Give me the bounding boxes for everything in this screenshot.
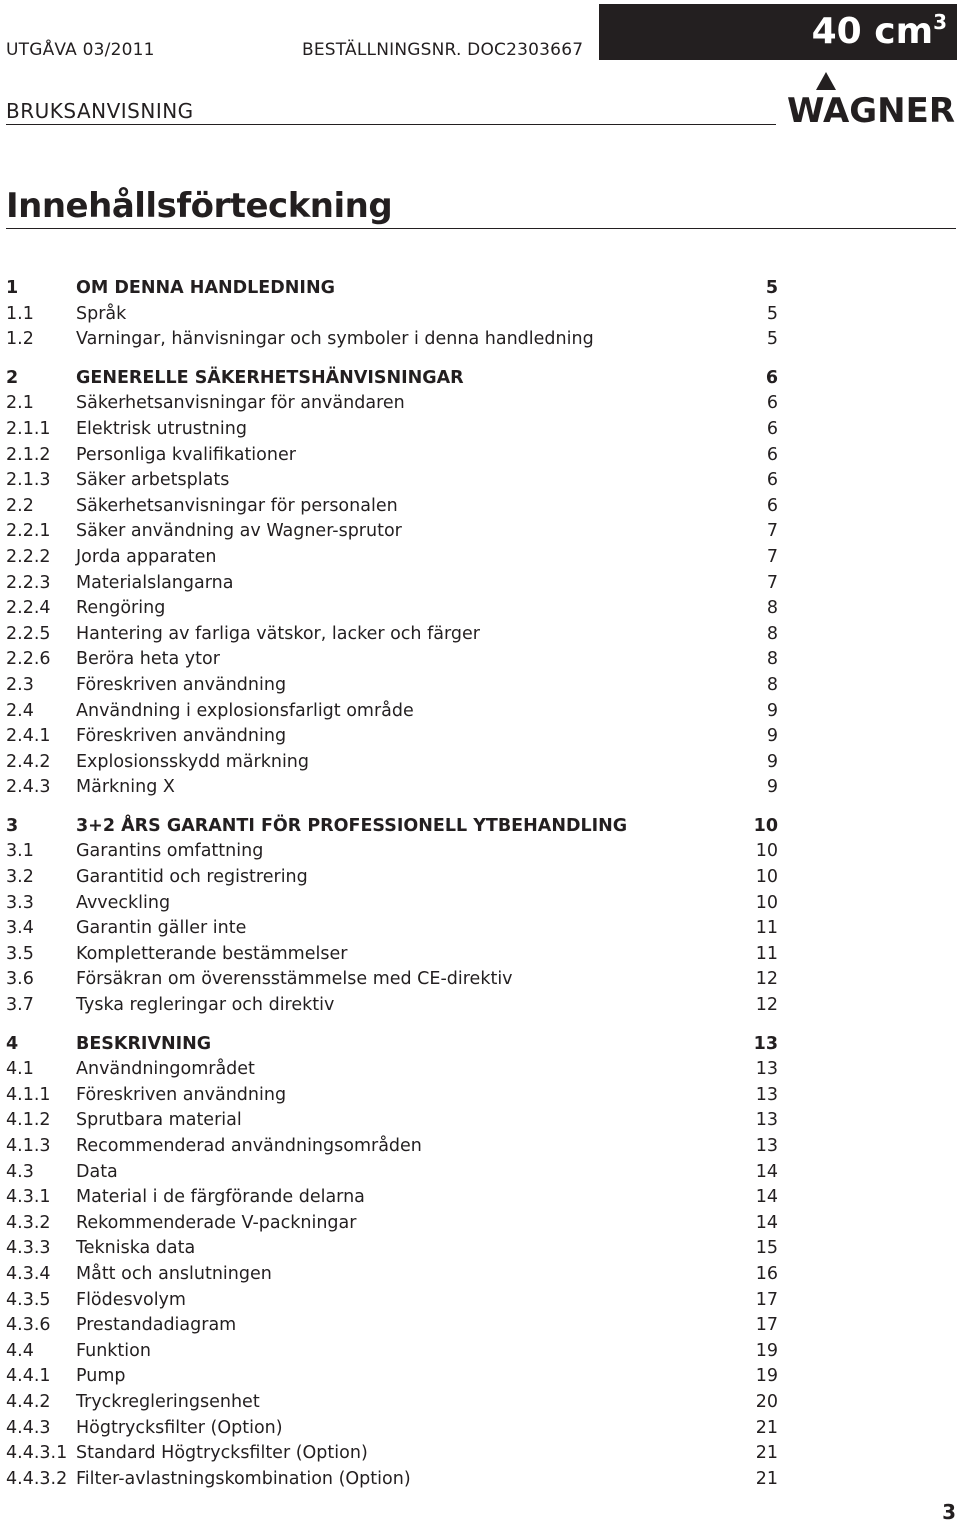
toc-row[interactable] bbox=[6, 1390, 778, 1416]
toc-page: 12 bbox=[755, 969, 778, 990]
toc-title: 3+2 ÅRS GARANTI FÖR PROFESSIONELL YTBEHANDLING bbox=[76, 815, 628, 836]
toc-title: Material i de färgförande delarna bbox=[76, 1187, 365, 1208]
toc-num: 4.3.1 bbox=[6, 1187, 51, 1208]
toc-row[interactable] bbox=[6, 891, 778, 917]
toc-page: 17 bbox=[755, 1315, 778, 1336]
toc-page: 13 bbox=[753, 1033, 778, 1054]
toc-title: Recommenderad användningsområden bbox=[76, 1136, 422, 1156]
toc-num: 2.4.2 bbox=[6, 751, 51, 772]
logo-text: WAGNER bbox=[787, 91, 955, 124]
toc-page: 14 bbox=[755, 1212, 778, 1233]
toc-num: 3 bbox=[6, 815, 19, 836]
toc-page: 13 bbox=[755, 1136, 778, 1156]
toc-page: 10 bbox=[755, 892, 778, 913]
toc-row[interactable] bbox=[6, 1339, 778, 1365]
order-number: BESTÄLLNINGSNR. DOC2303667 bbox=[302, 40, 584, 60]
toc-chapter-row[interactable] bbox=[6, 276, 778, 302]
toc-num: 4.1.1 bbox=[6, 1084, 51, 1105]
toc-page: 9 bbox=[766, 751, 778, 772]
toc-title: Säker arbetsplats bbox=[76, 470, 230, 491]
toc-page: 21 bbox=[755, 1417, 778, 1438]
toc-title: BESKRIVNING bbox=[76, 1033, 212, 1054]
toc-title: Säkerhetsanvisningar för personalen bbox=[76, 495, 398, 516]
toc-page: 10 bbox=[755, 867, 778, 888]
toc-title: Föreskriven användning bbox=[76, 674, 287, 695]
toc-title: Språk bbox=[76, 303, 127, 324]
table-of-contents bbox=[6, 276, 778, 1492]
toc-num: 3.7 bbox=[6, 995, 34, 1016]
toc-page: 6 bbox=[766, 495, 778, 516]
document-type: BRUKSANVISNING bbox=[6, 99, 194, 123]
page-number: 3 bbox=[942, 1500, 956, 1524]
toc-title: Rekommenderade V-packningar bbox=[76, 1212, 357, 1233]
toc-num: 2.4.1 bbox=[6, 726, 51, 747]
toc-title: Högtrycksfilter (Option) bbox=[76, 1417, 283, 1438]
toc-title: Säkerhetsanvisningar för användaren bbox=[76, 393, 405, 414]
toc-num: 2.1.1 bbox=[6, 418, 51, 439]
toc-row[interactable] bbox=[6, 1313, 778, 1339]
toc-num: 4.1 bbox=[6, 1059, 34, 1080]
toc-chapter-row[interactable] bbox=[6, 366, 778, 392]
toc-page: 21 bbox=[755, 1443, 778, 1464]
toc-num: 3.1 bbox=[6, 841, 34, 862]
toc-num: 4.3.2 bbox=[6, 1212, 51, 1233]
toc-num: 4.1.3 bbox=[6, 1136, 51, 1156]
toc-num: 4.3.5 bbox=[6, 1289, 51, 1310]
toc-page: 15 bbox=[755, 1238, 778, 1259]
wagner-logo bbox=[786, 72, 956, 124]
toc-row[interactable] bbox=[6, 916, 778, 942]
toc-title: OM DENNA HANDLEDNING bbox=[76, 278, 335, 298]
toc-row[interactable] bbox=[6, 1185, 778, 1211]
toc-row[interactable] bbox=[6, 839, 778, 865]
toc-row[interactable] bbox=[6, 1288, 778, 1314]
toc-title: Garantin gäller inte bbox=[76, 918, 247, 939]
toc-num: 2.2.6 bbox=[6, 649, 51, 670]
toc-num: 2.1.2 bbox=[6, 444, 51, 465]
toc-page: 19 bbox=[755, 1340, 778, 1361]
toc-title: Föreskriven användning bbox=[76, 726, 287, 747]
toc-row[interactable] bbox=[6, 1467, 778, 1493]
toc-row[interactable] bbox=[6, 775, 778, 801]
toc-row[interactable] bbox=[6, 468, 778, 494]
toc-num: 2.2.1 bbox=[6, 521, 51, 542]
toc-row[interactable] bbox=[6, 571, 778, 597]
toc-title: Standard Högtrycksfilter (Option) bbox=[76, 1443, 368, 1464]
toc-page: 6 bbox=[766, 418, 778, 439]
toc-page: 7 bbox=[766, 546, 778, 567]
toc-page: 6 bbox=[766, 393, 778, 414]
toc-page: 8 bbox=[766, 623, 778, 644]
toc-row[interactable] bbox=[6, 750, 778, 776]
toc-row[interactable] bbox=[6, 967, 778, 993]
toc-num: 4.4.2 bbox=[6, 1391, 51, 1412]
toc-num: 4.4.3 bbox=[6, 1417, 51, 1438]
toc-title: Beröra heta ytor bbox=[76, 649, 220, 670]
toc-row[interactable] bbox=[6, 865, 778, 891]
toc-page: 7 bbox=[766, 521, 778, 542]
toc-num: 2.2.3 bbox=[6, 572, 51, 593]
toc-title: Personliga kvalifikationer bbox=[76, 444, 296, 465]
toc-row[interactable] bbox=[6, 1262, 778, 1288]
toc-page: 16 bbox=[755, 1263, 778, 1284]
toc-row[interactable] bbox=[6, 647, 778, 673]
toc-num: 4.1.2 bbox=[6, 1110, 51, 1131]
toc-num: 3.4 bbox=[6, 918, 34, 939]
toc-row[interactable] bbox=[6, 1160, 778, 1186]
toc-row[interactable] bbox=[6, 1441, 778, 1467]
toc-row[interactable] bbox=[6, 443, 778, 469]
toc-page: 8 bbox=[766, 674, 778, 695]
toc-title: Märkning X bbox=[76, 777, 175, 798]
toc-title: Explosionsskydd märkning bbox=[76, 751, 310, 772]
toc-row[interactable] bbox=[6, 1364, 778, 1390]
volume-badge bbox=[599, 4, 957, 60]
toc-title: Tyska regleringar och direktiv bbox=[76, 995, 335, 1016]
toc-page: 5 bbox=[765, 278, 778, 298]
toc-num: 3.2 bbox=[6, 867, 34, 888]
toc-num: 2.2.2 bbox=[6, 546, 51, 567]
toc-num: 2 bbox=[6, 367, 19, 388]
toc-chapter-row[interactable] bbox=[6, 1032, 778, 1058]
toc-title: Varningar, hänvisningar och symboler i denna handledning bbox=[76, 329, 594, 350]
toc-row[interactable] bbox=[6, 993, 778, 1019]
toc-row[interactable] bbox=[6, 302, 778, 328]
toc-page: 10 bbox=[755, 841, 778, 862]
toc-row[interactable] bbox=[6, 327, 778, 353]
toc-title: Säker användning av Wagner-sprutor bbox=[76, 521, 402, 542]
volume-unit-exponent: 3 bbox=[933, 10, 947, 34]
toc-page: 5 bbox=[766, 303, 778, 324]
toc-page: 13 bbox=[755, 1110, 778, 1131]
toc-page: 8 bbox=[766, 649, 778, 670]
toc-page: 14 bbox=[755, 1161, 778, 1182]
toc-page: 13 bbox=[755, 1084, 778, 1105]
toc-title: GENERELLE SÄKERHETSHÄNVISNINGAR bbox=[76, 367, 464, 388]
toc-title: Garantins omfattning bbox=[76, 841, 264, 862]
toc-row[interactable] bbox=[6, 596, 778, 622]
toc-row[interactable] bbox=[6, 673, 778, 699]
toc-row[interactable] bbox=[6, 942, 778, 968]
toc-title: Prestandadiagram bbox=[76, 1315, 237, 1336]
toc-row[interactable] bbox=[6, 417, 778, 443]
toc-num: 2.2.4 bbox=[6, 598, 51, 619]
toc-num: 1 bbox=[6, 278, 19, 298]
volume-text bbox=[812, 10, 947, 52]
toc-num: 4 bbox=[6, 1033, 19, 1054]
toc-title: Garantitid och registrering bbox=[76, 867, 308, 888]
toc-row[interactable] bbox=[6, 724, 778, 750]
toc-title: Kompletterande bestämmelser bbox=[76, 943, 348, 964]
toc-title: Avveckling bbox=[76, 892, 171, 913]
toc-title: Hantering av farliga vätskor, lacker och färger bbox=[76, 623, 480, 644]
toc-page: 8 bbox=[766, 598, 778, 619]
toc-title: Försäkran om överensstämmelse med CE-direktiv bbox=[76, 969, 513, 990]
toc-page: 9 bbox=[766, 777, 778, 798]
toc-title: Sprutbara material bbox=[76, 1110, 242, 1131]
toc-page: 9 bbox=[766, 700, 778, 721]
toc-title: Föreskriven användning bbox=[76, 1084, 287, 1105]
toc-row[interactable] bbox=[6, 1083, 778, 1109]
toc-num: 3.6 bbox=[6, 969, 34, 990]
toc-row[interactable] bbox=[6, 622, 778, 648]
toc-num: 2.4.3 bbox=[6, 777, 51, 798]
toc-title: Tryckregleringsenhet bbox=[76, 1391, 260, 1412]
toc-num: 4.4.1 bbox=[6, 1366, 51, 1387]
toc-page: 13 bbox=[755, 1059, 778, 1080]
toc-num: 4.4.3.1 bbox=[6, 1443, 68, 1464]
toc-page: 7 bbox=[766, 572, 778, 593]
toc-page: 11 bbox=[755, 943, 778, 964]
toc-page: 20 bbox=[755, 1391, 778, 1412]
toc-page: 14 bbox=[755, 1187, 778, 1208]
toc-title: Tekniska data bbox=[76, 1238, 196, 1259]
toc-row[interactable] bbox=[6, 1236, 778, 1262]
toc-page: 9 bbox=[766, 726, 778, 747]
toc-title: Data bbox=[76, 1161, 118, 1182]
toc-page: 5 bbox=[766, 329, 778, 350]
toc-page: 10 bbox=[753, 815, 778, 836]
toc-num: 2.1 bbox=[6, 393, 34, 414]
toc-row[interactable] bbox=[6, 545, 778, 571]
toc-page: 6 bbox=[766, 444, 778, 465]
toc-num: 4.4.3.2 bbox=[6, 1468, 68, 1489]
title-divider bbox=[6, 228, 956, 229]
toc-page: 6 bbox=[766, 470, 778, 491]
toc-title: Användningområdet bbox=[76, 1059, 255, 1080]
toc-row[interactable] bbox=[6, 1057, 778, 1083]
toc-num: 4.3.6 bbox=[6, 1315, 51, 1336]
toc-page: 11 bbox=[755, 918, 778, 939]
toc-page: 19 bbox=[755, 1366, 778, 1387]
toc-title: Filter-avlastningskombination (Option) bbox=[76, 1468, 411, 1489]
toc-title: Materialslangarna bbox=[76, 572, 234, 593]
toc-row[interactable] bbox=[6, 1416, 778, 1442]
toc-num: 3.5 bbox=[6, 943, 34, 964]
toc-num: 3.3 bbox=[6, 892, 34, 913]
toc-num: 4.3.3 bbox=[6, 1238, 51, 1259]
toc-title: Elektrisk utrustning bbox=[76, 418, 247, 439]
toc-chapter-row[interactable] bbox=[6, 814, 778, 840]
toc-num: 1.1 bbox=[6, 303, 34, 324]
toc-page: 12 bbox=[755, 995, 778, 1016]
edition-label: UTGÅVA 03/2011 bbox=[6, 40, 155, 60]
toc-page: 17 bbox=[755, 1289, 778, 1310]
toc-num: 4.4 bbox=[6, 1340, 34, 1361]
toc-num: 2.2 bbox=[6, 495, 34, 516]
toc-row[interactable] bbox=[6, 1108, 778, 1134]
toc-title: Flödesvolym bbox=[76, 1289, 186, 1310]
toc-num: 2.4 bbox=[6, 700, 34, 721]
toc-row[interactable] bbox=[6, 1134, 778, 1160]
toc-title: Användning i explosionsfarligt område bbox=[76, 700, 414, 721]
toc-num: 2.1.3 bbox=[6, 470, 51, 491]
toc-title: Jorda apparaten bbox=[76, 546, 217, 567]
toc-title: Funktion bbox=[76, 1340, 151, 1361]
toc-title: Pump bbox=[76, 1366, 126, 1387]
toc-num: 4.3 bbox=[6, 1161, 34, 1182]
toc-num: 1.2 bbox=[6, 329, 34, 350]
toc-page: 21 bbox=[755, 1468, 778, 1489]
toc-num: 2.2.5 bbox=[6, 623, 51, 644]
toc-title: Rengöring bbox=[76, 598, 166, 619]
page-title: Innehållsförteckning bbox=[6, 186, 393, 226]
volume-value: 40 cm bbox=[811, 11, 934, 52]
toc-num: 2.3 bbox=[6, 674, 34, 695]
toc-row[interactable] bbox=[6, 494, 778, 520]
toc-num: 4.3.4 bbox=[6, 1263, 51, 1284]
toc-title: Mått och anslutningen bbox=[76, 1263, 272, 1284]
header-divider bbox=[6, 124, 776, 125]
toc-row[interactable] bbox=[6, 391, 778, 417]
toc-row[interactable] bbox=[6, 1211, 778, 1237]
toc-page: 6 bbox=[765, 367, 778, 388]
toc-row[interactable] bbox=[6, 699, 778, 725]
toc-row[interactable] bbox=[6, 519, 778, 545]
